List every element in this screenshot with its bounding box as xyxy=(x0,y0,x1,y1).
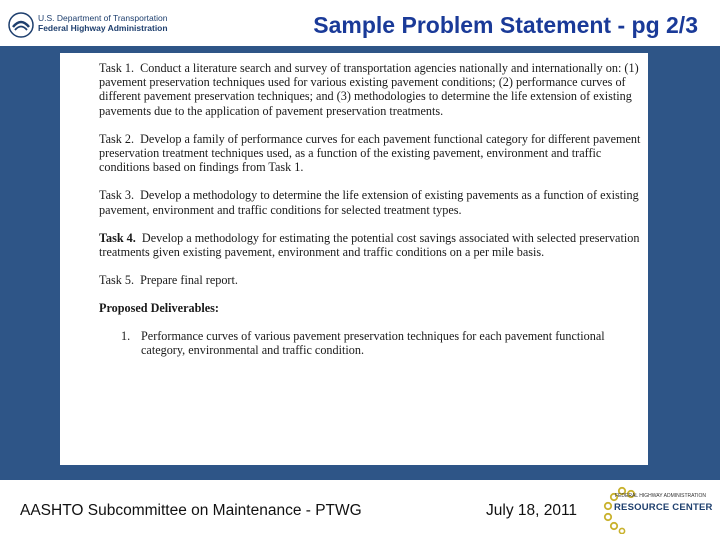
task-1 xyxy=(99,61,651,118)
task-text: Prepare final report. xyxy=(140,273,238,288)
deliverable-text: Performance curves of various pavement preservation techniques for each pavement functional category, environmental and traffic condition. xyxy=(141,328,605,357)
task-2 xyxy=(99,132,651,175)
footer-organization: AASHTO Subcommittee on Maintenance - PTWG xyxy=(20,502,362,519)
task-text: Develop a methodology for estimating the potential cost savings associated with selected preservation treatments given existing pavement, environment and traffic conditions on a per mile basis. xyxy=(99,230,640,260)
logo-main-text: RESOURCE CENTER xyxy=(614,502,713,513)
task-5 xyxy=(99,273,651,287)
document-image xyxy=(60,53,648,465)
task-label: Task 1. xyxy=(99,61,135,75)
agency-line-2: Federal Highway Administration xyxy=(38,23,168,33)
deliverable-item xyxy=(121,329,651,357)
task-text: Develop a family of performance curves for each pavement functional category for different pavement preservation treatment techniques used, as a function of the existing pavement, environment and traffic conditions based on findings from Task 1. xyxy=(99,131,641,175)
slide-header xyxy=(0,0,720,46)
task-label: Task 4. xyxy=(99,230,136,245)
task-text: Develop a methodology to determine the life extension of existing pavements as a function of existing pavement, environment and traffic conditions for selected treatment types. xyxy=(99,188,639,217)
task-4 xyxy=(99,231,651,259)
task-label: Task 2. xyxy=(99,131,135,146)
task-label: Task 5. xyxy=(99,273,135,288)
agency-line-1: U.S. Department of Transportation xyxy=(38,13,168,23)
agency-name xyxy=(38,13,168,33)
deliverable-number: 1. xyxy=(121,328,131,343)
dot-logo-icon xyxy=(8,12,34,38)
slide-footer xyxy=(0,480,720,540)
task-label: Task 3. xyxy=(99,188,135,203)
logo-small-text: FEDERAL HIGHWAY ADMINISTRATION xyxy=(615,493,707,499)
footer-date: July 18, 2011 xyxy=(486,502,578,519)
deliverables-heading: Proposed Deliverables: xyxy=(99,301,219,316)
slide-title: Sample Problem Statement - pg 2/3 xyxy=(313,12,698,38)
document-text xyxy=(99,61,651,357)
task-3 xyxy=(99,188,651,216)
task-text: Conduct a literature search and survey of transportation agencies nationally and internationally on: (1) pavement preservation techniques used for various existing pavement conditions; (2) performance curves of different pavement preservation techniques; and (3) methodologies to determine the life extension of existing pavements due to the application of pavement preservation treatments. xyxy=(99,61,639,118)
